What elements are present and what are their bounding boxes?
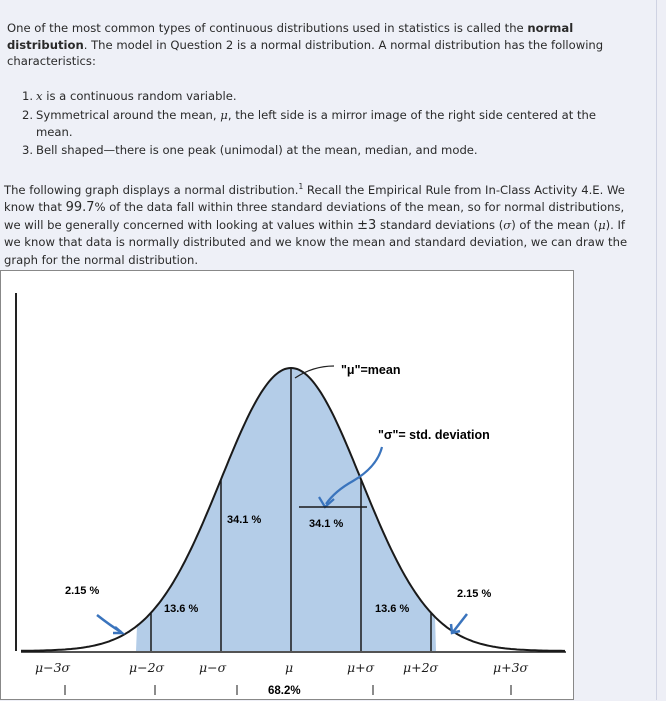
list-text: is a continuous random variable.: [42, 89, 237, 103]
percent-value: 99.7: [65, 200, 95, 216]
para-text: The following graph displays a normal distribution.: [4, 183, 299, 197]
sigma-symbol: σ: [503, 217, 512, 232]
axis-label-plus3: μ+3σ: [493, 660, 529, 675]
intro-bold-term: normal distribution: [7, 21, 574, 52]
variable-x: x: [36, 89, 43, 103]
axis-label-minus3: μ−3σ: [35, 660, 71, 675]
characteristics-list: [22, 88, 612, 161]
label-34-right: 34.1 %: [309, 518, 344, 530]
empirical-rule-paragraph: [4, 178, 630, 269]
footnote-link[interactable]: 1: [298, 182, 304, 191]
arrow-tail-left-head-icon: [113, 627, 122, 633]
normal-distribution-graph: [0, 270, 574, 700]
mean-annotation: "μ"=mean: [341, 363, 401, 377]
axis-label-plus1: μ+σ: [347, 660, 375, 675]
variable-mu: μ: [220, 107, 228, 122]
axis-label-minus1: μ−σ: [199, 660, 227, 675]
label-34-left: 34.1 %: [227, 514, 262, 526]
list-item: [22, 142, 612, 159]
list-text: Bell shaped—there is one peak (unimodal) at the mean, median, and mode.: [36, 143, 478, 158]
list-text-end: , the left side is a mirror image of the right side centered at the mean.: [36, 107, 597, 139]
axis-label-plus2: μ+2σ: [403, 660, 439, 675]
para-text: ). If we know that data is normally distributed and we know the mean and standard deviation, we can draw the graph for the normal distribution.: [4, 217, 628, 267]
list-number: 3.: [22, 143, 34, 158]
arrow-tail-right: [453, 614, 467, 632]
para-text: % of the data fall within three standard deviations of the mean, so for normal distributions, we will be generally concerned with looking at values within: [4, 200, 625, 232]
para-text: ) of the mean (: [511, 217, 599, 232]
list-text: Symmetrical around the mean,: [36, 107, 221, 122]
mu-symbol: μ: [598, 217, 606, 232]
list-item: [22, 107, 612, 141]
label-2-right: 2.15 %: [457, 588, 492, 600]
plus-minus-three: ±3: [357, 217, 377, 233]
label-13-left: 13.6 %: [164, 603, 199, 615]
intro-text-end: . The model in Question 2 is a normal distribution. A normal distribution has the following characteristics:: [7, 37, 604, 68]
list-number: 2.: [22, 107, 34, 122]
sd-annotation: "σ"= std. deviation: [378, 428, 490, 442]
intro-paragraph: [7, 20, 617, 70]
label-2-left: 2.15 %: [65, 585, 100, 597]
list-number: 1.: [22, 89, 34, 103]
para-text: Recall the Empirical Rule from In-Class Activity 4.E. We know that: [4, 183, 625, 215]
intro-text: One of the most common types of continuous distributions used in statistics is called the: [7, 21, 528, 35]
list-item: [22, 88, 612, 105]
axis-label-mean: μ: [285, 660, 294, 675]
para-text: standard deviations (: [376, 217, 504, 232]
label-13-right: 13.6 %: [375, 603, 410, 615]
label-68-total: 68.2%: [268, 685, 301, 697]
normal-curve-svg: [1, 271, 575, 701]
axis-label-minus2: μ−2σ: [129, 660, 165, 675]
